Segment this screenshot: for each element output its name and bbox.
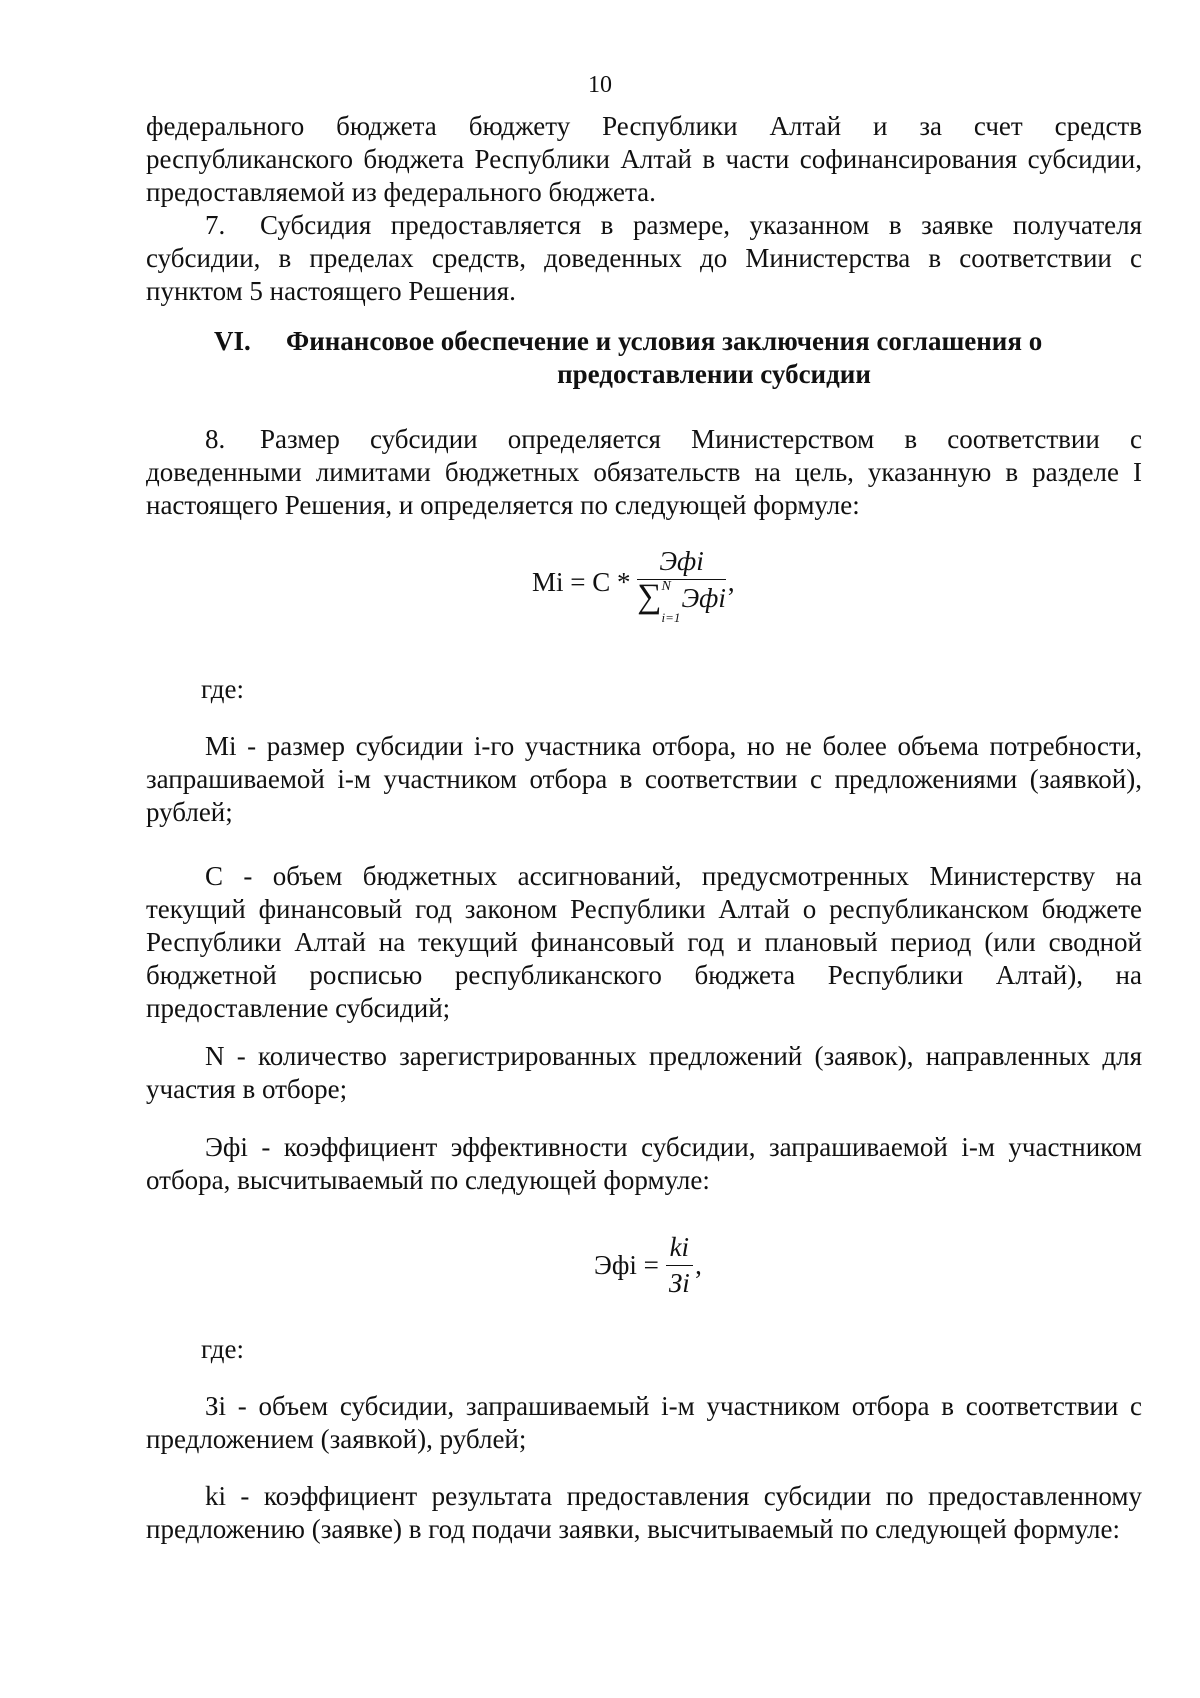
item-text: Субсидия предоставляется в размере, указанном в заявке получателя субсидии, в пределах средств, доведенных до Министерства в соответствии с пунктом 5 настоящего Решения. bbox=[146, 210, 1142, 306]
formula-denominator: Зi bbox=[668, 1268, 690, 1298]
formula-denominator bbox=[637, 578, 726, 625]
definition-text: Mi - размер субсидии i-го участника отбора, но не более объема потребности, запрашиваемой i-м участником отбора в соответствии с предложениями (заявкой), рублей; bbox=[146, 731, 1142, 827]
denominator-term: Эфi bbox=[681, 583, 726, 613]
item-number: 7. bbox=[205, 210, 226, 240]
where-label: где: bbox=[201, 1334, 244, 1364]
sum-limits bbox=[661, 578, 682, 625]
section-title-line-2: предоставлении субсидии bbox=[557, 359, 871, 389]
formula-lhs: Эфi = bbox=[594, 1250, 659, 1280]
section-roman-numeral: VI. bbox=[214, 326, 251, 356]
definition-text: ki - коэффициент результата предоставления субсидии по предоставленному предложению (заявке) в год подачи заявки, высчитываемый по следующей формуле: bbox=[146, 1481, 1142, 1544]
definition-efi bbox=[146, 1131, 1142, 1197]
formula-lhs: Mi = C * bbox=[532, 566, 631, 597]
definition-text: N - количество зарегистрированных предложений (заявок), направленных для участия в отборе; bbox=[146, 1041, 1142, 1104]
item-text: Размер субсидии определяется Министерством в соответствии с доведенными лимитами бюджетных обязательств на цель, указанную в разделе I настоящего Решения, и определяется по следующей формуле: bbox=[146, 424, 1142, 520]
formula-efficiency bbox=[594, 1232, 702, 1299]
item-8-paragraph bbox=[146, 423, 1142, 522]
sum-symbol: ∑ bbox=[637, 578, 662, 615]
formula-trailing-comma: , bbox=[727, 566, 735, 597]
formula-trailing-comma: , bbox=[695, 1250, 702, 1280]
formula-fraction bbox=[666, 1232, 694, 1299]
item-number: 8. bbox=[205, 424, 226, 454]
page-number: 10 bbox=[588, 72, 612, 98]
definition-mi bbox=[146, 730, 1142, 829]
definition-c bbox=[146, 860, 1142, 1025]
paragraph-text: федерального бюджета бюджету Республики Алтай и за счет средств республиканского бюджета Республики Алтай в части софинансирования субсидии, предоставляемой из федерального бюджета. bbox=[146, 111, 1142, 207]
formula-numerator: ki bbox=[666, 1232, 694, 1266]
paragraph-continuation bbox=[146, 110, 1142, 209]
sum-lower-limit: i=1 bbox=[661, 609, 681, 625]
where-label: где: bbox=[201, 674, 244, 704]
definition-zi bbox=[146, 1390, 1142, 1456]
formula-subsidy-size bbox=[532, 546, 735, 625]
item-7-paragraph bbox=[146, 209, 1142, 308]
definition-ki bbox=[146, 1480, 1142, 1546]
section-title-line-1: Финансовое обеспечение и условия заключения соглашения о bbox=[286, 326, 1043, 356]
definition-text: Зi - объем субсидии, запрашиваемый i-м участником отбора в соответствии с предложением (заявкой), рублей; bbox=[146, 1391, 1142, 1454]
formula-numerator: Эфi bbox=[637, 546, 726, 580]
definition-text: Эфi - коэффициент эффективности субсидии, запрашиваемой i-м участником отбора, высчитываемый по следующей формуле: bbox=[146, 1132, 1142, 1195]
definition-n bbox=[146, 1040, 1142, 1106]
sum-upper-limit: N bbox=[661, 578, 671, 594]
definition-text: C - объем бюджетных ассигнований, предусмотренных Министерству на текущий финансовый год законом Республики Алтай о республиканском бюджете Республики Алтай на текущий финансовый год и плановый период (или сводной бюджетной росписью республиканского бюджета Республики Алтай), на предоставление субсидий; bbox=[146, 861, 1142, 1023]
formula-fraction bbox=[637, 546, 726, 625]
